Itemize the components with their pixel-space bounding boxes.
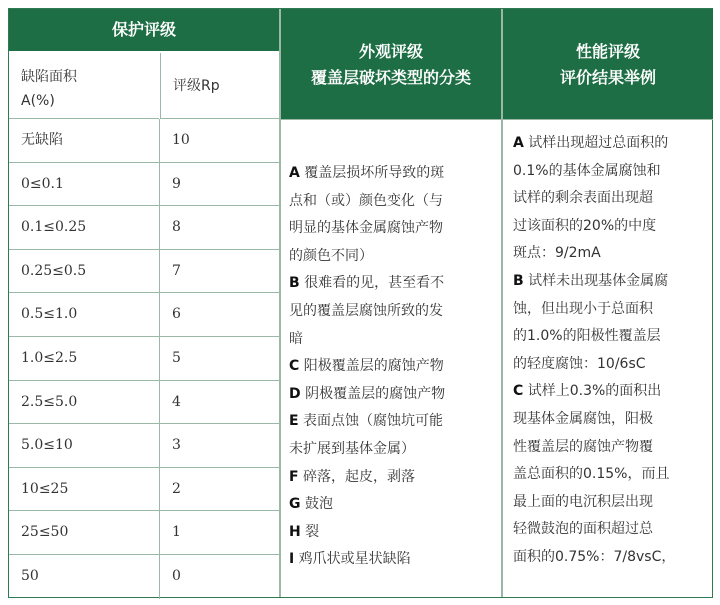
- table-row: [9, 250, 279, 294]
- appearance-line: 明显的基体金属腐蚀产物: [289, 220, 443, 237]
- appearance-line: 暗: [289, 330, 303, 347]
- table-row: [9, 468, 279, 512]
- subheader-rating-rp: 评级Rp: [160, 53, 279, 119]
- rating-cell: 2: [172, 480, 181, 497]
- defect-area-cell: 无缺陷: [9, 119, 160, 162]
- appearance-line: 未扩展到基体金属）: [289, 440, 415, 457]
- appearance-line: E 表面点蚀（腐蚀坑可能: [289, 413, 444, 430]
- appearance-line: D 阴极覆盖层的腐蚀产物: [289, 385, 446, 402]
- defect-area-cell: 50: [9, 555, 160, 599]
- rating-cell: 7: [172, 262, 181, 279]
- appearance-line: 的颜色不同）: [289, 247, 373, 264]
- performance-line: A 试样出现超过总面积的: [513, 135, 669, 151]
- performance-line: 现基体金属腐蚀，阳极: [513, 410, 653, 427]
- appearance-line: B 很难看的见，甚至看不: [289, 275, 445, 292]
- performance-line: 过该面积的20%的中度: [513, 217, 657, 234]
- appearance-line: H 裂: [289, 523, 320, 540]
- defect-area-cell: 0.1≤0.25: [9, 206, 160, 249]
- subheader-defect-area-label: 缺陷面积: [21, 69, 77, 85]
- performance-line: C 试样上0.3%的面积出: [513, 383, 662, 400]
- table-row: [9, 337, 279, 381]
- rating-cell: 9: [172, 175, 181, 192]
- defect-area-cell: 5.0≤10: [9, 424, 160, 467]
- defect-area-cell: 10≤25: [9, 468, 160, 511]
- performance-line: 斑点：9/2mA: [513, 245, 601, 262]
- table-row: [9, 424, 279, 468]
- appearance-line: 见的覆盖层腐蚀所致的发: [289, 302, 443, 319]
- appearance-line: 点和（或）颜色变化（与: [289, 192, 443, 209]
- rating-table: [8, 8, 713, 598]
- table-row: [9, 555, 279, 599]
- header-appearance-title: 外观评级: [358, 42, 423, 61]
- rating-cell: 10: [172, 132, 190, 148]
- rating-cell: 0: [172, 567, 181, 584]
- header-performance-subtitle: 评价结果举例: [559, 68, 656, 87]
- header-appearance-subtitle: 覆盖层破坏类型的分类: [310, 68, 471, 87]
- rating-cell: 1: [172, 524, 181, 541]
- performance-line: 最上面的电沉积层出现: [513, 493, 653, 510]
- table-row: [9, 293, 279, 337]
- rating-cell: 8: [172, 219, 181, 236]
- header-performance-title: 性能评级: [575, 42, 640, 61]
- performance-list: [513, 130, 713, 572]
- defect-area-cell: 0.25≤0.5: [9, 250, 160, 293]
- rating-cell: 5: [172, 349, 181, 366]
- table-row: [9, 206, 279, 250]
- table-row: [9, 381, 279, 425]
- rating-cell: 4: [172, 393, 181, 410]
- rating-cell: 6: [172, 306, 181, 323]
- table-row: [9, 163, 279, 207]
- performance-line: 盖总面积的0.15%，而且: [513, 466, 670, 483]
- subheader-defect-area: [9, 53, 159, 119]
- appearance-line: A 覆盖层损坏所导致的斑: [289, 165, 445, 181]
- performance-line: 的轻度腐蚀：10/6sC: [513, 355, 646, 372]
- performance-line: B 试样未出现基体金属腐: [513, 272, 669, 289]
- performance-line: 蚀，但出现小于总面积: [513, 300, 653, 317]
- performance-column: [503, 119, 713, 597]
- header-appearance-rating: [281, 9, 501, 119]
- appearance-line: G 鼓泡: [289, 496, 333, 513]
- defect-area-cell: 2.5≤5.0: [9, 381, 160, 424]
- header-protection-rating: 保护评级: [9, 9, 279, 51]
- performance-line: 试样的剩余表面出现超: [513, 190, 653, 207]
- defect-area-cell: 0≤0.1: [9, 163, 160, 206]
- appearance-list: [289, 160, 497, 574]
- header-performance-rating: [503, 9, 713, 119]
- defect-area-cell: 25≤50: [9, 511, 160, 554]
- appearance-line: F 碎落，起皮，剥落: [289, 468, 416, 485]
- rating-cell: 3: [172, 437, 181, 454]
- performance-line: 性覆盖层的腐蚀产物覆: [513, 438, 653, 455]
- grade-rows: [9, 119, 279, 599]
- subheader-defect-area-unit: A(%): [21, 93, 55, 109]
- performance-line: 轻微鼓泡的面积超过总: [513, 521, 653, 538]
- appearance-line: C 阳极覆盖层的腐蚀产物: [289, 358, 444, 375]
- defect-area-cell: 1.0≤2.5: [9, 337, 160, 380]
- performance-line: 面积的0.75%：7/8vsC，: [513, 548, 676, 565]
- defect-area-cell: 0.5≤1.0: [9, 293, 160, 336]
- performance-line: 的1.0%的阳极性覆盖层: [513, 328, 661, 345]
- performance-line: 0.1%的基体金属腐蚀和: [513, 162, 661, 179]
- table-row: [9, 119, 279, 163]
- appearance-column: [281, 119, 501, 597]
- table-row: [9, 511, 279, 555]
- appearance-line: I 鸡爪状或星状缺陷: [289, 551, 411, 568]
